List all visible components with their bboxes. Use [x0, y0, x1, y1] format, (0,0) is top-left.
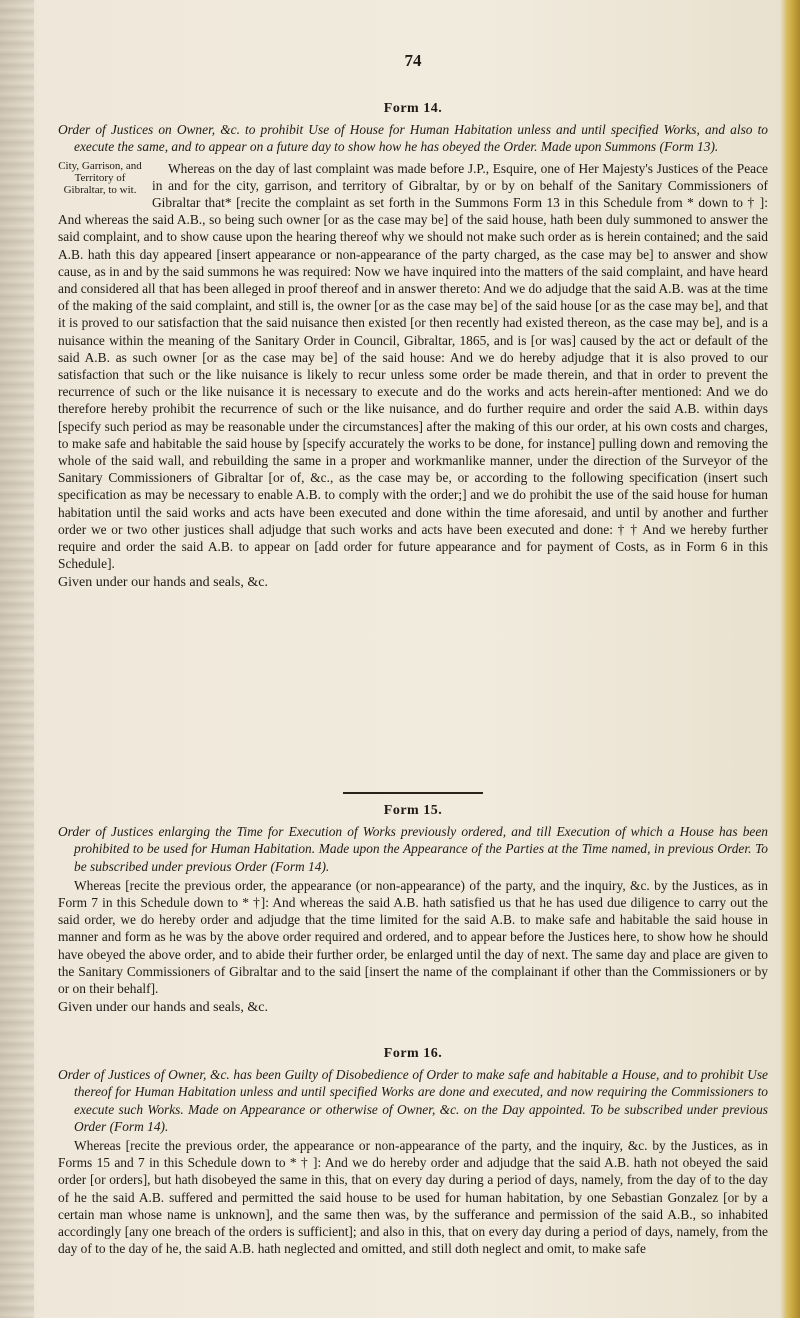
form-14-sidenote: City, Garrison, and Territory of Gibraltar, to wit.: [58, 159, 142, 196]
form-15-heading: Form 15.: [383, 803, 443, 818]
form-14-body: Whereas on the day of last complaint was made before J.P., Esquire, one of Her Majesty's Justices of the Peace in and for the city, garrison, and territory of Gibraltar, by or by on behalf of the Sanitary Commissioners of Gibraltar that* [recite the complaint as set forth in the Summons Form 13 in this Schedule from * down to † ]: And whereas the said A.B., so being such owner [or as the case may be] of the said house, hath been duly summoned to answer the said complaint, and to show cause upon the hearing thereof why we should not make such order as is herein contained; and the said A.B. hath this day appeared [insert appearance or non-appearance of the party charged, as the case may be] to answer and show cause, as in and by the said summons he was required: Now we have inquired into the matters of the said complaint, and have heard and considered all that has been alleged in proof thereof and in answer thereto: And we do adjudge that the said A.B. was at the time of the making of the said complaint, and still is, the owner [or as the case may be] of the said house [or as the case may be], and that it is proved to our satisfaction that the said nuisance then existed [or then recently had existed thereon, as the case may be], and is a nuisance within the meaning of the Sanitary Order in Council, Gibraltar, 1865, and is [or was] caused by the act or default of the said A.B. as such owner [or as the case may be] of the said house: And we do hereby adjudge that it is also proved to our satisfaction that such or the like nuisance is likely to recur unless some order be made therein, and that in order to prevent the recurrence of such or the like nuisance it is necessary to execute and do the works and acts herein-after mentioned: And we do therefore hereby prohibit the recurrence of such or the like nuisance, and do further require and order the said A.B. within days [specify such period as may be reasonable under the circumstances] after the making of this our order, at his own costs and charges, to make safe and habitable the said house by [specify accurately the works to be done, for instance] pulling down and removing the whole of the said wall, and rebuilding the same in a proper and workmanlike manner, under the direction of the Surveyor of the Sanitary Commissioners of Gibraltar [or of, &c., as the case may be, or according to the following specification (insert such specification as may be necessary to enable A.B. to comply with the order;] and we do prohibit the use of the said house for human habitation until the said works and acts have been executed and done within the time aforesaid, and until by another and further order we or two other justices shall adjudge that such works and acts have been executed and done: † † And we hereby further require and order the said A.B. to appear on [add order for future appearance and for payment of Costs, as in Form 6 in this Schedule].: [58, 160, 768, 572]
form-14-section: [58, 100, 768, 592]
form-16-heading: Form 16.: [383, 1046, 443, 1061]
gilt-page-edge: [786, 0, 800, 1318]
form-14-closing: Given under our hands and seals, &c.: [58, 575, 268, 591]
form-16-title: Order of Justices of Owner, &c. has been Guilty of Disobedience of Order to make safe and habitable a House, and to prohibit Use thereof for Human Habitation unless and until specified Works are done and executed, and now requiring the Commissioners to execute such Works. Made on Appearance or otherwise of Owner, &c. on the Day appointed. To be subscribed under previous Order (Form 14).: [58, 1067, 768, 1134]
form-15-section: [58, 792, 768, 1016]
form-14-title: Order of Justices on Owner, &c. to prohibit Use of House for Human Habitation unless and until specified Works, and also to execute the same, and to appear on a future day to show how he has obeyed the Order. Made upon Summons (Form 13).: [58, 122, 768, 155]
form-16-body: Whereas [recite the previous order, the appearance or non-appearance of the party, and the inquiry, &c. by the Justices, as in Forms 15 and 7 in this Schedule down to * † ]: And we do hereby order and adjudge that the said A.B. hath not obeyed the said order [or orders], but hath disobeyed the same in this, that on every day during a period of days, namely, from the day of to the day of he the said A.B. suffered and permitted the said house to be used for human habitation, by one Sebastian Gonzalez [or by a certain man whose name is unknown], and the same then was, by the sufferance and permission of the said A.B., so inhabited accordingly [any one breach of the orders is sufficient]; and also in this, that on every day during a period of days, namely, from the day of to the day of he, the said A.B. hath neglected and omitted, and still doth neglect and omit, to make safe: [58, 1138, 768, 1257]
form-15-closing: Given under our hands and seals, &c.: [58, 1000, 268, 1016]
section-divider: [343, 792, 483, 794]
form-14-heading: Form 14.: [383, 101, 443, 116]
form-16-section: [58, 1045, 768, 1257]
form-15-body: Whereas [recite the previous order, the appearance (or non-appearance) of the party, and the inquiry, &c. by the Justices, as in Form 7 in this Schedule down to * †]: And whereas the said A.B. hath satisfied us that he has used due diligence to carry out the said order, we do hereby order and adjudge that the time limited for the said A.B. to make safe and habitable the said house in manner and form as he was by the above order required and ordered, and to appear before the Justices here, to show how he should have obeyed the above order, and to abide their further order, be enlarged until the day of next. The same day and place are given to the Sanitary Commissioners of Gibraltar and to the said [insert the name of the complainant if other than the Commissioners or by or on their behalf].: [58, 877, 768, 997]
form-15-title: Order of Justices enlarging the Time for Execution of Works previously ordered, and till Execution of which a House has been prohibited to be used for Human Habitation. Made upon the Appearance of the Parties at the Time named, in previous Order. To be subscribed under previous Order (Form 14).: [58, 824, 768, 874]
book-spine-shadow: [0, 0, 34, 1318]
page-number: 74: [404, 51, 422, 70]
